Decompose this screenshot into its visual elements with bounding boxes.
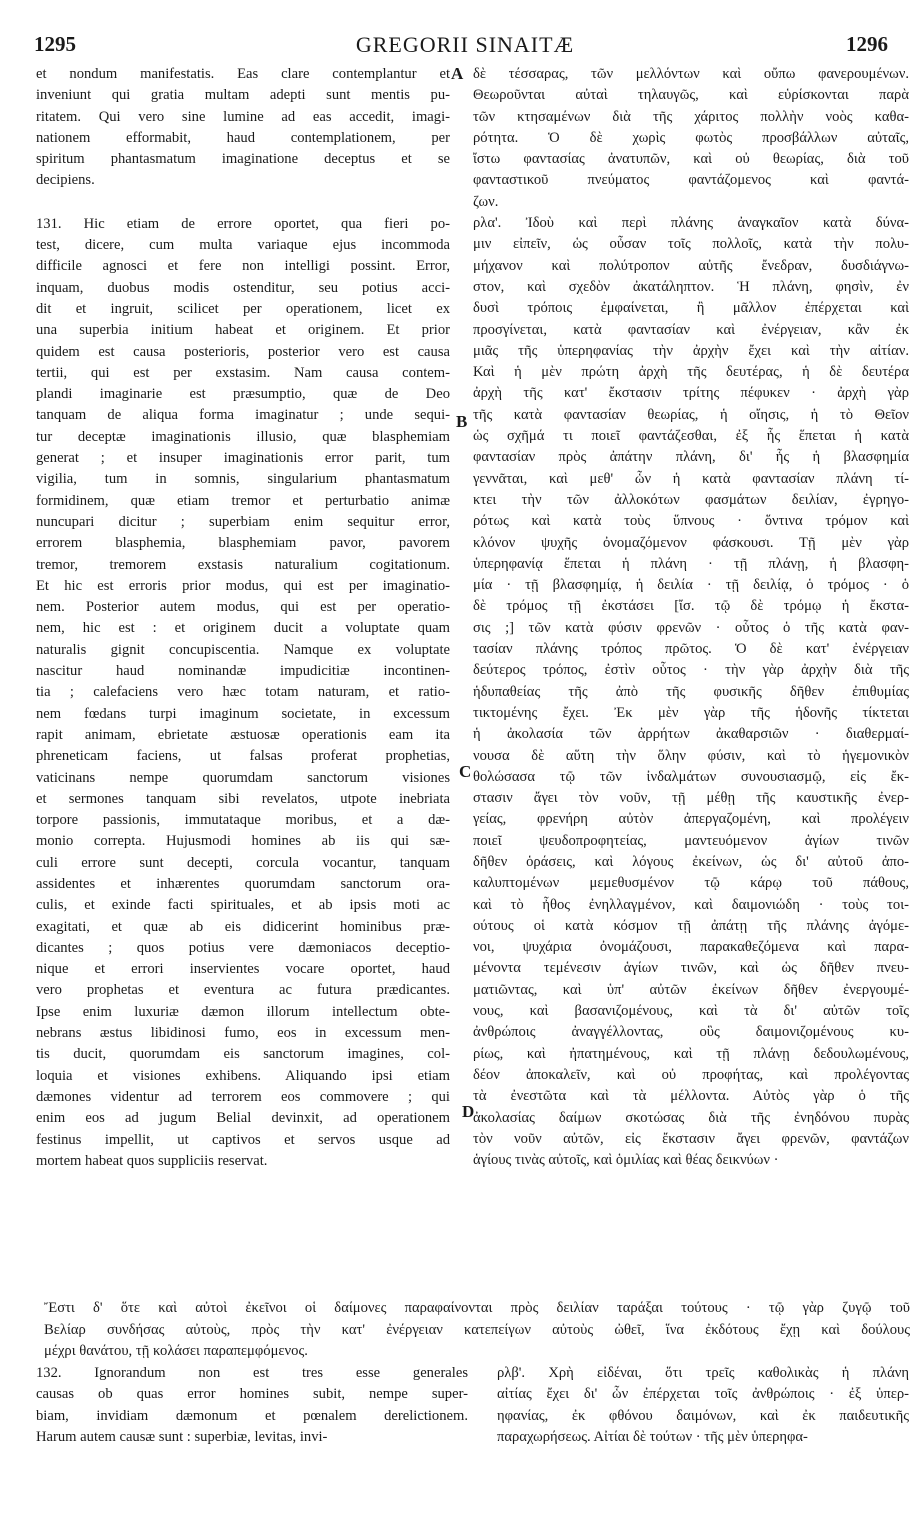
text-line: inveniunt qui gratia multam adepti sunt mentis pu- [36,87,450,104]
text-line: δὲ τρόμος τῇ ἐκστάσει [ἴσ. τῷ δὲ τρόμῳ ἡ ἔκστα- [473,598,909,615]
text-line: vaticinans nempe quorumdam sanctorum visiones [36,769,450,786]
text-line: 131. Hic etiam de errore oportet, qua fieri po- [36,215,450,232]
text-line: ὑπερηφανίᾳ ἕπεται ἡ πλάνη · τῇ πλάνῃ, ἡ βλασφη- [473,555,909,572]
latin-paragraph-132 [36,1363,468,1448]
text-line: καλυπτομένων μεμεθυσμένον τῷ κάρῳ τοῦ πάθους, [473,875,909,892]
text-line: Ipse enim luxuriæ dæmon illorum intellectum obte- [36,1003,450,1020]
text-line: culi errore sunt decepti, corcula vocantur, tanquam [36,854,450,871]
text-line: τῆς κατὰ φαντασίαν θεωρίας, ἡ οἴησις, ἡ τὸ Θεῖον [473,406,909,423]
text-line: ποιεῖ ψευδοπροφητείας, μαντευόμενον ἁγίων τινῶν [473,832,909,849]
text-line: παραχωρήσεως. Αἰτίαι δὲ τούτων · τῆς μὲν ὑπερηφα- [497,1428,808,1445]
text-line: μέχρι θανάτου, τῇ κολάσει παραπεμφόμενος. [44,1343,308,1359]
text-line: Harum autem causæ sunt : superbiæ, levitas, invi- [36,1428,328,1445]
text-line: vigilia, tum in somnis, singularium phantasmatum [36,471,450,488]
text-line: plandi imaginarie est præsumptio, quæ de Deo [36,386,450,403]
text-line: ρότητα. Ὁ δὲ χωρὶς φωτὸς προσβάλλων αὐταῖς, [473,129,909,146]
text-line: τὰ ἐνεστῶτα καὶ τὰ μέλλοντα. Αὐτὸς γὰρ ὁ τῆς [473,1088,909,1105]
section-marker-c: C [459,762,472,781]
latin-column [36,64,450,1172]
running-title: GREGORII SINAITÆ [355,32,575,57]
text-line: assidentes et inhærentes quorumdam sanctorum ora- [36,875,450,892]
text-line: ritatem. Qui vero sine lumine ad eas accedit, imagi- [36,108,450,125]
text-line: dit et ingruit, scilicet per operationem, licet ex [36,300,450,317]
text-line: δὲ τέσσαρας, τῶν μελλόντων καὶ οὔπω φανερουμένων. [473,66,909,82]
text-line: ρίως, καὶ ἠπατημένους, καὶ τῇ πλάνῃ δεδουλωμένους, [473,1045,909,1062]
text-line: δεύτερος τρόπος, ἐστὶν οὗτος · τὴν γὰρ ἀρχὴν διὰ τῆς [473,662,909,679]
text-line: τὸν νοῦν αὐτῶν, εἰς ἔκστασιν ἄγει φρενῶν, φαντάζων [473,1130,909,1147]
text-line: μιᾶς τῆς ὑπερηφανίας τὴν ἀρχὴν ἔχει καὶ τὴν αἰτίαν. [473,342,909,359]
text-line: ἀνθρώποις ἀναγγέλλοντας, οὓς δαιμονιζομένους κυ- [473,1024,909,1041]
text-line: τασίαν πλάνης τρόπος πρῶτος. Ὁ δὲ κατ' ἐνέργειαν [473,641,909,658]
text-line: σις ;] τῶν κατὰ φύσιν φρενῶν · οὗτος ὁ τῆς κατὰ φαν- [473,619,909,636]
greek-paragraph [473,64,909,213]
text-line: tertii, qui est per exstasim. Nam causa contem- [36,364,450,381]
text-line: μήχανον καὶ πολύτροπον αὐτῆς ἔνεδραν, δυσδιάγνω- [473,257,909,274]
text-line: καὶ τὸ ἦθος ἐνηλλαγμένον, καὶ δαιμονιώδη · τοὺς τοι- [473,896,909,913]
text-line: ρλβ'. Χρὴ εἰδέναι, ὅτι τρεῖς καθολικὰς ἡ πλάνη [497,1365,909,1381]
text-line: φανταστικοῦ πνεύματος φαντάζομενος καὶ φαντά- [473,172,909,189]
text-line: μία · τῇ βλασφημίᾳ, ἡ δειλία · τῇ δειλίᾳ, ὁ τρόμος · ὁ [473,577,909,594]
text-line: difficile agnosci et fere non intelligi possint. Error, [36,258,450,275]
text-line: ηφανίας, ἐκ φθόνου δαιμόνων, καὶ ἐκ παιδευτικῆς [497,1407,909,1424]
text-line: δυσὶ τρόποις ἐμφαίνεται, ἢ μᾶλλον ἐπέρχεται καὶ [473,300,909,317]
text-line: ἡδυπαθείας τῆς ἀπὸ τῆς φυσικῆς δῆθεν ἐπιθυμίας [473,683,909,700]
greek-paragraph-131 [473,213,909,1171]
text-line: inquam, duobus modis ostenditur, seu potius acci- [36,279,450,296]
text-line: nascitur haud nominandæ impudicitiæ incontinen- [36,663,450,680]
text-line: 132. Ignorandum non est tres esse generales [36,1365,468,1381]
text-line: αἰτίας ἔχει δι' ὧν ἐπέρχεται τοῖς ἀνθρώποις · ἐξ ὑπερ- [497,1386,909,1403]
text-line: τικτομένης ἔχει. Ἐκ μὲν γὰρ τῆς ἡδονῆς τίκτεται [473,704,909,721]
text-line: νοι, ψυχάρια ὀνομάζουσι, παρακαθεζόμενα καὶ παρα- [473,939,909,956]
text-line: μιν εἰπεῖν, ὡς οὖσαν τοῖς πολλοῖς, κατὰ τὴν πολυ- [473,236,909,253]
text-line: νους, καὶ βασανιζομένους, καὶ τὰ δι' αὐτῶν τοῖς [473,1003,909,1020]
text-line: test, dicere, cum multa variaque ejus incommoda [36,237,450,254]
text-line: decipiens. [36,172,95,189]
text-line: generat ; et insuper imaginationis error parit, tum [36,450,450,467]
text-line: causas ob quas error homines subit, nempe super- [36,1386,468,1403]
text-line: ὡς σχῆμά τι ποιεῖ φαντάζεσθαι, ἐξ ἧς ἕπεται ἡ κατὰ [473,428,909,445]
text-line: naturalis gignit concupiscentia. Namque ex voluptate [36,641,450,658]
section-marker-b: B [456,412,468,431]
text-line: mortem habeat quos suppliciis reservat. [36,1152,268,1169]
text-line: tis ducit, quorumdam eis sanctorum imagines, col- [36,1046,450,1063]
text-line: phreneticam faciens, ut falsas proferat prophetias, [36,748,450,765]
text-line: biam, invidiam dæmonum et pœnalem derelictionem. [36,1407,468,1424]
text-line: ούτους οἱ κατὰ κόσμον τῇ ἀπάτῃ τῆς πλάνης ἀγόμε- [473,917,909,934]
text-line: Βελίαρ συνδήσας αὐτοὺς, πρὸς τὴν κατ' ἐνέργειαν κατεπείγων αὐτοὺς ὠθεῖ, ἵνα ἐκδότους ἔχῃ καὶ δούλους [44,1321,910,1338]
text-line: ρότως καὶ κατὰ τοὺς ὕπνους · ὅντινα τρόμον καὶ [473,513,909,530]
text-line: tur deceptæ imaginationis illusio, quæ blasphemiam [36,428,450,445]
text-line: νουσα δὲ αὕτη τὴν ὅλην φύσιν, καὶ τὸ ἡγεμονικὸν [473,747,909,764]
text-line: dæmones videntur ad terrorem eos commovere ; qui [36,1088,450,1105]
section-marker-a: A [451,64,464,83]
text-line: torpore passionis, immutataque moribus, et a dæ- [36,812,450,829]
text-line: spiritum phantasmatum imaginatione deceptus et se [36,151,450,168]
text-line: una superbia initium habeat et originem. Et prior [36,322,450,339]
text-line: δῆθεν ὁράσεις, καὶ λόγους ἐκείνων, ὡς δι' αὐτοῦ ἀπο- [473,853,909,870]
greek-spanning-passage [44,1298,910,1363]
text-line: γεννᾶται, καὶ μεθ' ὧν ἡ κατὰ φαντασίαν πλάνη τί- [473,470,909,487]
text-line: tremor, tremorem exstasis naturalium cogitationum. [36,556,450,573]
greek-paragraph-132 [497,1363,909,1448]
paragraph-gap [36,192,450,214]
page-number-right: 1296 [846,32,888,56]
text-line: nique et errori inservientes vocare oportet, haud [36,961,450,978]
text-line: μένοντα τεμένεσιν ἁγίων τινῶν, καὶ ὡς δῆθεν πνευ- [473,960,909,977]
text-line: monio correpta. Hujusmodi homines ab iis qui sæ- [36,833,450,850]
text-line: ρλα'. Ἰδοὺ καὶ περὶ πλάνης ἀναγκαῖον κατὰ δύνα- [473,215,909,232]
latin-paragraph-131 [36,214,450,1172]
text-line: formidinem, quæ etiam tremor et perturbatio animæ [36,492,450,509]
text-line: festinus impellit, ut captivos et servos usque ad [36,1131,450,1148]
text-line: θολώσασα τῷ τῶν ἰνδαλμάτων συνουσιασμῷ, εἰς ἔκ- [473,768,909,785]
text-line: στασιν ἄγει τὸν νοῦν, τῇ μέθῃ τῆς καυστικῆς ἐνερ- [473,790,909,807]
text-line: Καὶ ἡ μὲν πρώτη ἀρχὴ τῆς δευτέρας, ἡ δὲ δευτέρα [473,364,909,381]
text-line: τῶν κτησαμένων διὰ τῆς χάριτος πολλὴν νοὸς καθα- [473,108,909,125]
text-line: Et hic est erroris prior modus, qui est per imaginatio- [36,577,450,594]
text-line: tanquam de aliqua forma imaginatur ; unde sequi- [36,407,450,424]
text-line: errorem blasphemia, blasphemiam pavor, pavorem [36,535,450,552]
text-line: nebrans æstus libidinosi fumo, eos in excessum men- [36,1025,450,1042]
text-line: ἡ ἀκολασία τῶν ἀρρήτων ἀκαθαρσιῶν · διαθερμαί- [473,726,909,743]
text-line: ἴστω φαντασίας ἀνατυπῶν, καὶ οὐ θεωρίας, διὰ τοῦ [473,151,909,168]
text-line: ζων. [473,193,499,210]
text-line: culis, et exinde facti spirituales, et ab ipsis moti ac [36,897,450,914]
text-line: quidem est causa posterioris, posterior vero est causa [36,343,450,360]
text-line: nem. Posterior autem modus, qui est per operatio- [36,599,450,616]
text-line: exagitati, et quæ ab eis didicerint hominibus præ- [36,918,450,935]
page-header [30,30,900,62]
text-line: dicantes ; quos potius vere dæmoniacos deceptio- [36,939,450,956]
text-line: κλόνον ψυχῆς ὀνομαζόμενον φάσκουσι. Τῇ μὲν γὰρ [473,534,909,551]
greek-column [473,64,909,1171]
text-line: nem, hic est : et originem ducit a voluptate quam [36,620,450,637]
text-line: δέον ἀποκαλεῖν, καὶ οὐ προφήτας, καὶ προλέγοντας [473,1066,909,1083]
text-line: φαντασίαν πρὸς ἀπάτην πλάνη, δι' ἧς ἡ βλασφημία [473,449,909,466]
text-line: ματιῶντας, καὶ ὑπ' αὐτῶν ἐκείνων δῆθεν ἐνεργουμέ- [473,981,909,998]
text-line: et sermones tanquam sibi revelatos, utpote inebriata [36,790,450,807]
text-line: tia ; calefaciens vero hæc totam naturam, et ratio- [36,684,450,701]
text-line: Θεωροῦνται αὐταὶ τηλαυγῶς, καὶ εὑρίσκονται παρὰ [473,87,909,104]
text-line: ἁγίους τινὰς αὐτοῖς, καὶ ὁμιλίας καὶ θέας δεικνύων · [473,1152,779,1169]
text-line: vero prophetas et eventura ac futura prædicantes. [36,982,450,999]
section-marker-d: D [462,1102,475,1121]
text-line: et nondum manifestatis. Eas clare contemplantur et [36,66,450,82]
text-line: κτει τὴν τῶν ἀλλοκότων φασμάτων δειλίαν, ἐγρηγο- [473,491,909,508]
text-line: nuncupari dicitur ; superbiam enim sequitur error, [36,513,450,530]
text-line: Ἔστι δ' ὅτε καὶ αὐτοὶ ἐκεῖνοι οἱ δαίμονες παραφαίνονται πρὸς δειλίαν ταράξαι τούτους · τῷ γὰρ ζυγῷ τοῦ [44,1300,910,1316]
text-line: ἀκολασίας δαίμων σκοτώσας διὰ τῆς ἐνηδόνου πυρὰς [473,1109,909,1126]
text-line: loquia et visiones exhibens. Aliquando ipsi etiam [36,1067,450,1084]
text-line: nationem efformabit, haud contemplationem, per [36,129,450,146]
text-line: rapit animam, ebrietate æstuosæ operationis eam ita [36,726,450,743]
text-line: enim eos ad jugum Belial devinxit, ad operationem [36,1110,450,1127]
page-number-left: 1295 [34,32,76,56]
text-line: nem fœdans turpi imaginum societate, in excessum [36,705,450,722]
latin-paragraph [36,64,450,192]
text-line: γείας, φρενήρη αὐτὸν ἀπεργαζομένη, καὶ προλέγειν [473,811,909,828]
text-line: στον, καὶ σχεδὸν ἀκατάληπτον. Ἡ πλάνη, φησὶν, ἐν [473,278,909,295]
text-line: προσγίνεται, κατὰ φαντασίαν καὶ ἐνέργειαν, κἂν ἐκ [473,321,909,338]
text-line: ἀρχὴ τῆς κατ' ἔκστασιν τρίτης πέφυκεν · ἀρχὴ γὰρ [473,385,909,402]
